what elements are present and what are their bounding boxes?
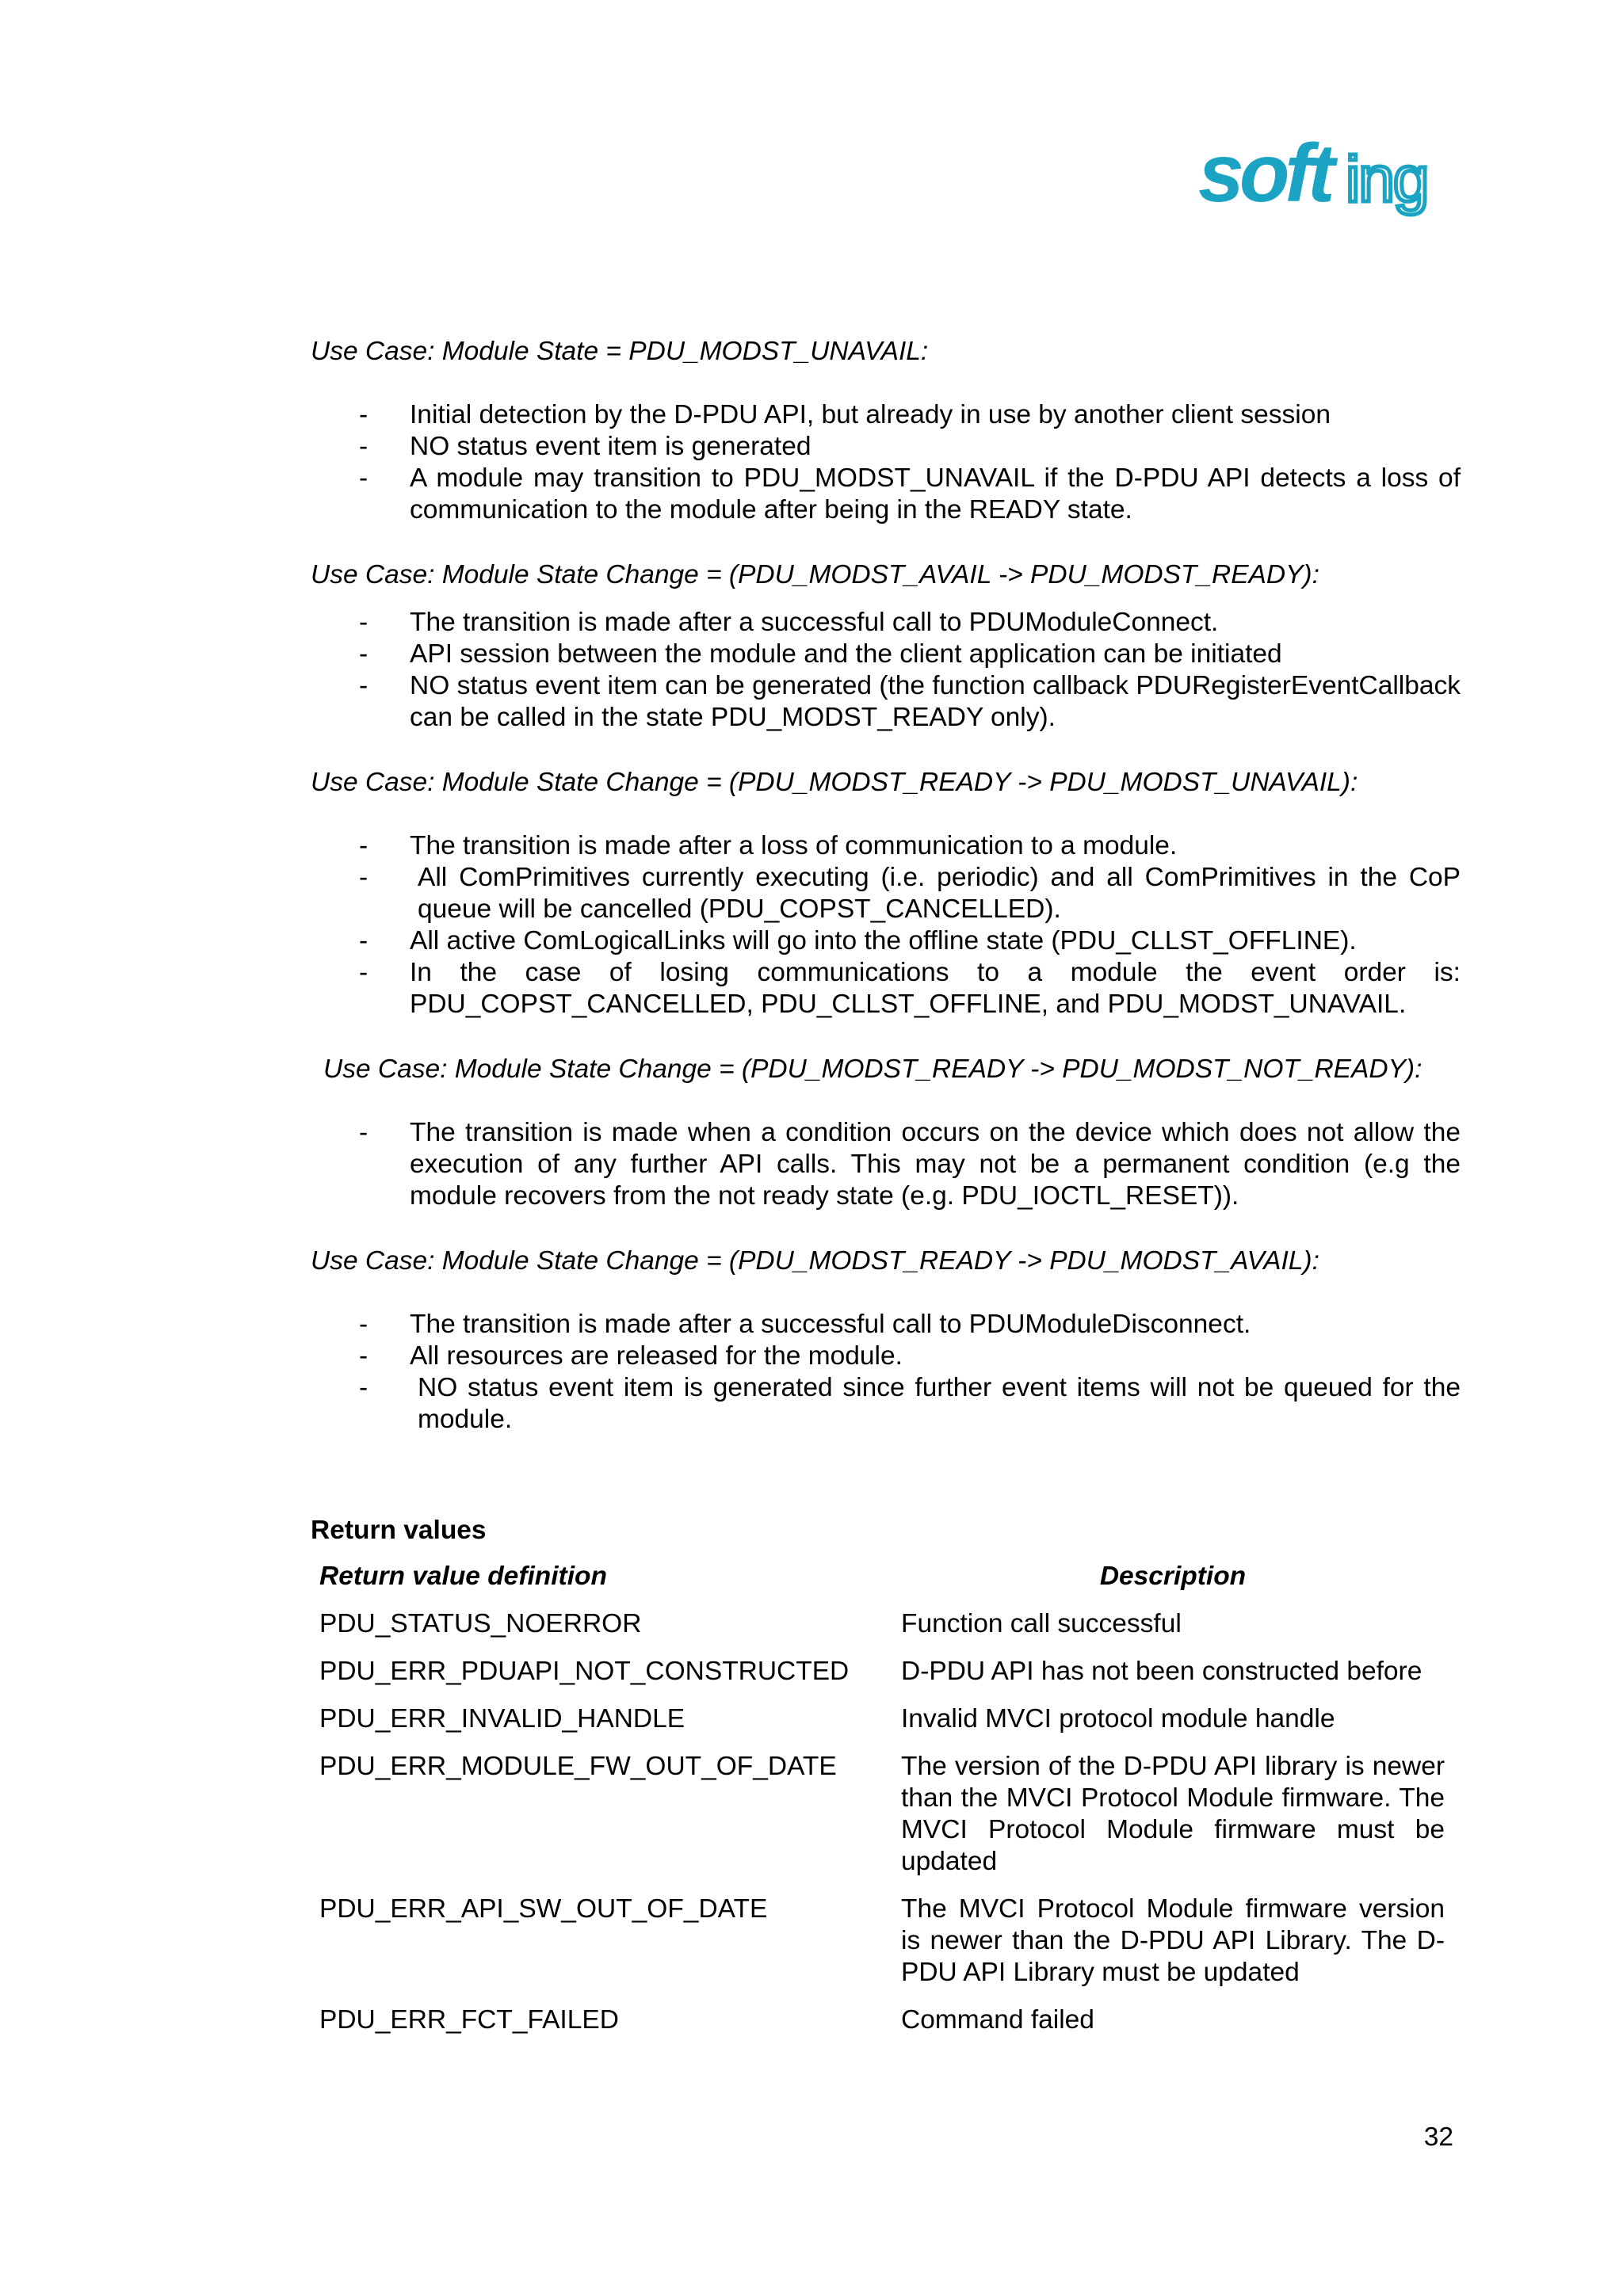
return-value-description: Command failed <box>901 2005 1094 2035</box>
return-value-code: PDU_STATUS_NOERROR <box>319 1609 642 1638</box>
return-value-code: PDU_ERR_MODULE_FW_OUT_OF_DATE <box>319 1752 837 1781</box>
bullet-text: NO status event item can be generated (the function callback PDURegisterEventCallback can be called in the state PDU_MODST_READY only). <box>410 671 1461 732</box>
list-item <box>313 463 1461 526</box>
return-value-description: The version of the D-PDU API library is newer than the MVCI Protocol Module firmware. The MVCI Protocol Module firmware must be updated <box>901 1752 1445 1876</box>
return-value-code: PDU_ERR_INVALID_HANDLE <box>319 1704 685 1733</box>
bullet-text: Initial detection by the D-PDU API, but already in use by another client session <box>410 400 1331 429</box>
return-value-description: Invalid MVCI protocol module handle <box>901 1704 1335 1733</box>
bullet-text: A module may transition to PDU_MODST_UNAVAIL if the D-PDU API detects a loss of communication to the module after being in the READY state. <box>410 463 1461 524</box>
return-values-table <box>319 1561 1445 2052</box>
list-item <box>313 1117 1461 1212</box>
logo-wordmark: soft <box>1198 128 1331 219</box>
bullet-dash: - <box>359 1118 369 1147</box>
bullet-text: The transition is made after a successful call to PDUModuleDisconnect. <box>410 1310 1251 1339</box>
bullet-text: The transition is made when a condition occurs on the device which does not allow the execution of any further API calls. This may not be a permanent condition (e.g the module recovers from the not ready state (e.g. PDU_IOCTL_RESET)). <box>410 1118 1461 1211</box>
bullet-text: All active ComLogicalLinks will go into the offline state (PDU_CLLST_OFFLINE). <box>410 926 1357 955</box>
bullet-dash: - <box>359 400 369 429</box>
list-item <box>313 399 1461 431</box>
use-case-heading-1: Use Case: Module State = PDU_MODST_UNAVAIL: <box>311 337 929 366</box>
softing-logo <box>1195 128 1457 231</box>
return-value-description: D-PDU API has not been constructed before <box>901 1657 1423 1686</box>
bullet-list-5 <box>313 1309 1461 1436</box>
bullet-dash: - <box>359 1310 369 1339</box>
list-item <box>313 1309 1461 1341</box>
bullet-text: All resources are released for the module. <box>410 1341 903 1371</box>
use-case-heading-2: Use Case: Module State Change = (PDU_MODST_AVAIL -> PDU_MODST_READY): <box>311 560 1319 589</box>
bullet-dash: - <box>359 831 369 860</box>
list-item <box>313 1372 1461 1436</box>
list-item <box>313 1341 1461 1372</box>
bullet-text: NO status event item is generated <box>410 432 812 461</box>
bullet-dash: - <box>359 671 369 700</box>
bullet-dash: - <box>359 1373 369 1402</box>
bullet-dash: - <box>359 926 369 955</box>
column-header-definition: Return value definition <box>319 1562 607 1591</box>
bullet-list-1 <box>313 399 1461 526</box>
table-row <box>319 1703 1445 1735</box>
return-value-code: PDU_ERR_FCT_FAILED <box>319 2005 619 2035</box>
list-item <box>313 862 1461 925</box>
table-row <box>319 1894 1445 1989</box>
list-item <box>313 830 1461 862</box>
list-item <box>313 431 1461 463</box>
return-value-description: The MVCI Protocol Module firmware version is newer than the D-PDU API Library. The D-PDU API Library must be updated <box>901 1894 1445 1987</box>
return-value-code: PDU_ERR_API_SW_OUT_OF_DATE <box>319 1894 768 1924</box>
bullet-text: In the case of losing communications to a module the event order is: PDU_COPST_CANCELLED, PDU_CLLST_OFFLINE, and PDU_MODST_UNAVAIL. <box>410 958 1461 1019</box>
table-row <box>319 1751 1445 1878</box>
bullet-list-2 <box>313 607 1461 734</box>
bullet-dash: - <box>359 463 369 493</box>
bullet-dash: - <box>359 958 369 987</box>
list-item <box>313 607 1461 639</box>
use-case-heading-4: Use Case: Module State Change = (PDU_MODST_READY -> PDU_MODST_NOT_READY): <box>323 1055 1423 1084</box>
bullet-dash: - <box>359 432 369 461</box>
list-item <box>313 639 1461 670</box>
bullet-dash: - <box>359 1341 369 1371</box>
list-item <box>313 670 1461 734</box>
bullet-list-3 <box>313 830 1461 1020</box>
logo-wordmark-outline: ing <box>1346 143 1428 215</box>
bullet-text: API session between the module and the client application can be initiated <box>410 639 1282 669</box>
bullet-dash: - <box>359 639 369 669</box>
page-number: 32 <box>1423 2122 1453 2152</box>
list-item <box>313 925 1461 957</box>
column-header-description: Description <box>1099 1562 1247 1591</box>
bullet-text: NO status event item is generated since further event items will not be queued for the module. <box>418 1373 1461 1434</box>
bullet-text: The transition is made after a successful call to PDUModuleConnect. <box>410 608 1219 637</box>
list-item <box>313 957 1461 1020</box>
return-value-code: PDU_ERR_PDUAPI_NOT_CONSTRUCTED <box>319 1657 850 1686</box>
table-row <box>319 1608 1445 1640</box>
table-row <box>319 1656 1445 1688</box>
return-value-description: Function call successful <box>901 1609 1182 1638</box>
bullet-text: The transition is made after a loss of communication to a module. <box>410 831 1178 860</box>
table-row <box>319 2004 1445 2036</box>
bullet-dash: - <box>359 608 369 637</box>
bullet-dash: - <box>359 863 369 892</box>
use-case-heading-5: Use Case: Module State Change = (PDU_MODST_READY -> PDU_MODST_AVAIL): <box>311 1246 1319 1276</box>
table-header-row <box>319 1561 1445 1592</box>
use-case-heading-3: Use Case: Module State Change = (PDU_MODST_READY -> PDU_MODST_UNAVAIL): <box>311 768 1358 797</box>
return-values-title: Return values <box>311 1516 487 1545</box>
bullet-list-4 <box>313 1117 1461 1212</box>
bullet-text: All ComPrimitives currently executing (i.e. periodic) and all ComPrimitives in the CoP queue will be cancelled (PDU_COPST_CANCELLED). <box>418 863 1461 924</box>
